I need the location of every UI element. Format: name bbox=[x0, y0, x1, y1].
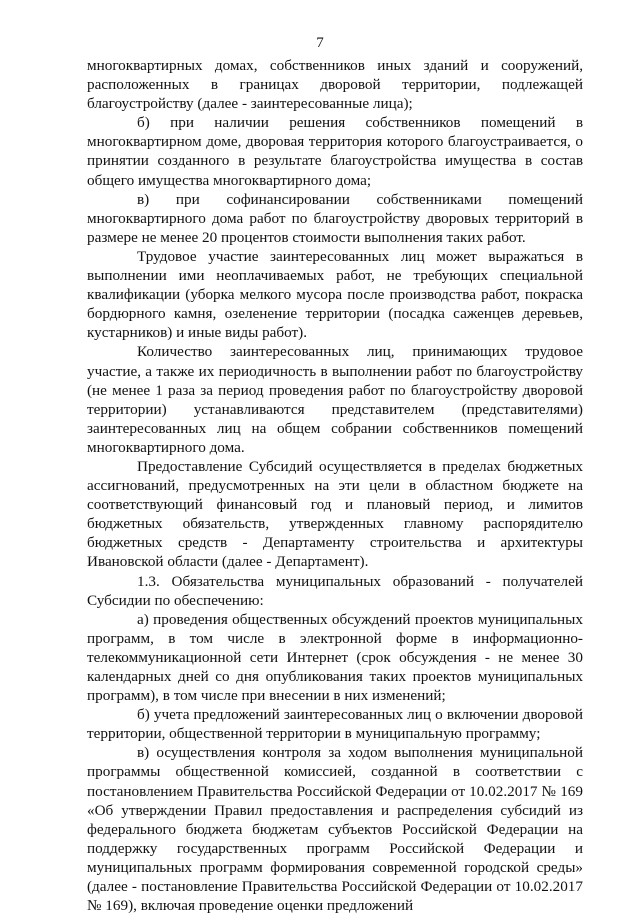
paragraph-item-v-control: в) осуществления контроля за ходом выполнения муниципальной программы общественной комиссией, созданной в соответствии с постановлением Правительства Российской Федерации от 10.02.2017 № 169 «Об утверждении Правил предоставления и распределения субсидий из федерального бюджета бюджетам субъектов Российской Федерации на поддержку государственных программ Российской Федерации и муниципальных программ формирования современной городской среды» (далее - постановление Правительства Российской Федерации от 10.02.2017 № 169), включая проведение оценки предложений bbox=[87, 744, 583, 915]
paragraph-section-1-3: 1.3. Обязательства муниципальных образований - получателей Субсидии по обеспечению: bbox=[87, 572, 583, 609]
paragraph-item-b-decision: б) при наличии решения собственников помещений в многоквартирном доме, дворовая территория которого благоустраивается, о принятии созданного в результате благоустройства имущества в состав общего имущества многоквартирного дома; bbox=[87, 114, 583, 189]
document-body bbox=[87, 56, 583, 915]
paragraph-continuation: многоквартирных домах, собственников иных зданий и сооружений, расположенных в границах дворовой территории, подлежащей благоустройству (далее - заинтересованные лица); bbox=[87, 57, 583, 113]
page-number: 7 bbox=[316, 35, 324, 51]
paragraph-labor-participation: Трудовое участие заинтересованных лиц может выражаться в выполнении ими неоплачиваемых работ, не требующих специальной квалификации (уборка мелкого мусора после производства работ, покраска бордюрного камня, озеленение территории (посадка саженцев деревьев, кустарников) и иные виды работ). bbox=[87, 247, 583, 342]
paragraph-item-v-cofinancing: в) при софинансировании собственниками помещений многоквартирного дома работ по благоустройству дворовых территорий в размере не менее 20 процентов стоимости выполнения таких работ. bbox=[87, 190, 583, 246]
paragraph-participants-count: Количество заинтересованных лиц, принимающих трудовое участие, а также их периодичность в выполнении работ по благоустройству (не менее 1 раза за период проведения работ по благоустройству дворовой территории) устанавливаются представителем (представителями) заинтересованных лиц на общем собрании собственников помещений многоквартирного дома. bbox=[87, 343, 583, 456]
paragraph-subsidy-provision: Предоставление Субсидий осуществляется в пределах бюджетных ассигнований, предусмотренных на эти цели в областном бюджете на соответствующий финансовый год и плановый период, и лимитов бюджетных обязательств, утвержденных главному распорядителю бюджетных средств - Департаменту строительства и архитектуры Ивановской области (далее - Департамент). bbox=[87, 457, 583, 571]
paragraph-item-a-public-discussion: а) проведения общественных обсуждений проектов муниципальных программ, в том числе в электронной форме в информационно-телекоммуникационной сети Интернет (срок обсуждения - не менее 30 календарных дней со дня опубликования таких проектов муниципальных программ), в том числе при внесении в них изменений; bbox=[87, 610, 583, 705]
paragraph-item-b-proposals: б) учета предложений заинтересованных лиц о включении дворовой территории, общественной территории в муниципальную программу; bbox=[87, 706, 583, 743]
